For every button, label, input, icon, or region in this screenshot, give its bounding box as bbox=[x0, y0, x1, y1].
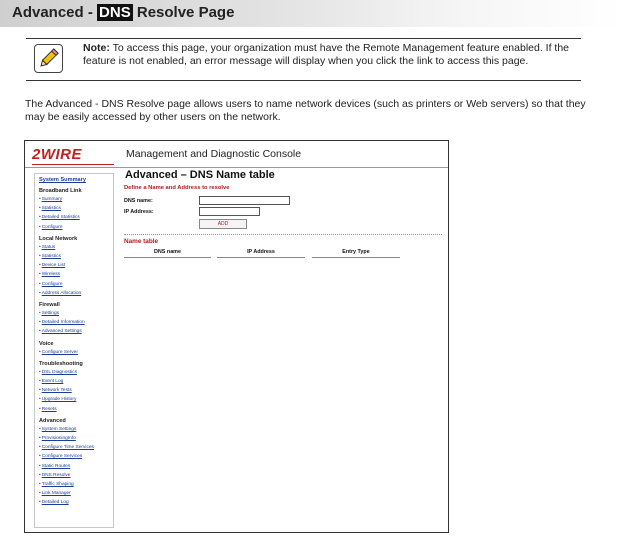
brand-logo: 2WIRE bbox=[32, 146, 83, 163]
sidebar-link[interactable]: • System Settings bbox=[39, 425, 109, 434]
dns-name-input[interactable] bbox=[199, 196, 290, 205]
sidebar-section-title: Local Network bbox=[39, 235, 78, 242]
sidebar-link[interactable]: • Upgrade History bbox=[39, 395, 109, 404]
sidebar-link[interactable]: • Statistics bbox=[39, 204, 109, 213]
logo-underline bbox=[32, 164, 114, 165]
sidebar-section-title: Voice bbox=[39, 340, 54, 347]
sidebar-link[interactable]: • DNS Resolve bbox=[39, 471, 109, 480]
sidebar-link[interactable]: • Settings bbox=[39, 309, 109, 318]
sidebar-top-link[interactable]: System Summary bbox=[39, 177, 86, 183]
sidebar-link[interactable]: • DSL Diagnostics bbox=[39, 368, 109, 377]
note-box bbox=[26, 38, 581, 81]
sidebar-link[interactable]: • Event Log bbox=[39, 377, 109, 386]
column-header-ip-address: IP Address bbox=[247, 249, 275, 255]
note-text bbox=[83, 42, 576, 67]
column-header-dns-name: DNS name bbox=[154, 249, 181, 255]
sidebar-link[interactable]: • Wireless bbox=[39, 270, 109, 279]
page-title bbox=[12, 4, 234, 21]
column-underline bbox=[217, 257, 305, 258]
sidebar-section bbox=[39, 341, 109, 357]
sidebar-nav bbox=[34, 173, 114, 528]
sidebar-link[interactable]: • Address Allocation bbox=[39, 289, 109, 298]
sidebar-link[interactable]: • Summary bbox=[39, 195, 109, 204]
ip-address-label: IP Address: bbox=[124, 209, 154, 215]
doc-header-bar bbox=[0, 0, 623, 27]
content-title: Advanced – DNS Name table bbox=[125, 169, 275, 181]
sidebar-link[interactable]: • Status bbox=[39, 243, 109, 252]
sidebar-link[interactable]: • Configure Server bbox=[39, 348, 109, 357]
sidebar-link[interactable]: • Configure bbox=[39, 223, 109, 232]
sidebar-link[interactable]: • Traffic Shaping bbox=[39, 480, 109, 489]
title-prefix: Advanced - bbox=[12, 4, 98, 21]
sidebar-link[interactable]: • Configure Services bbox=[39, 452, 109, 461]
sidebar-section bbox=[39, 361, 109, 414]
define-heading: Define a Name and Address to resolve bbox=[124, 185, 230, 191]
sidebar-section-title: Troubleshooting bbox=[39, 360, 83, 367]
sidebar-link[interactable]: • ProvisioningInfo bbox=[39, 434, 109, 443]
section-divider bbox=[124, 234, 442, 235]
sidebar-link[interactable]: • Link Manager bbox=[39, 489, 109, 498]
sidebar-link[interactable]: • Statistics bbox=[39, 252, 109, 261]
sidebar-section bbox=[39, 188, 109, 232]
sidebar-section-title: Firewall bbox=[39, 302, 60, 309]
sidebar-link[interactable]: • Resets bbox=[39, 405, 109, 414]
sidebar-section-title: Broadband Link bbox=[39, 188, 82, 194]
sidebar-link[interactable]: • Advanced Settings bbox=[39, 327, 109, 336]
header-divider bbox=[25, 167, 448, 168]
sidebar-section bbox=[39, 236, 109, 298]
ip-address-input[interactable] bbox=[199, 207, 260, 216]
description-paragraph: The Advanced - DNS Resolve page allows users to name network devices (such as printers or Web servers) so that they may be easily accessed by other users on the network. bbox=[25, 98, 586, 123]
sidebar-link[interactable]: • Detailed Log bbox=[39, 498, 109, 507]
sidebar-section bbox=[39, 302, 109, 337]
name-table-title: Name table bbox=[124, 238, 159, 245]
sidebar-section-title: Advanced bbox=[39, 417, 66, 424]
sidebar-section bbox=[39, 418, 109, 508]
column-underline bbox=[124, 257, 211, 258]
note-label: Note: bbox=[83, 42, 110, 54]
dns-name-label: DNS name: bbox=[124, 198, 153, 204]
sidebar-link[interactable]: • Device List bbox=[39, 261, 109, 270]
add-button[interactable]: ADD bbox=[199, 219, 247, 229]
title-suffix: Resolve Page bbox=[132, 4, 235, 21]
column-underline bbox=[312, 257, 400, 258]
sidebar-link[interactable]: • Configure bbox=[39, 280, 109, 289]
pencil-icon bbox=[34, 44, 63, 73]
sidebar-link[interactable]: • Configure Time Services bbox=[39, 443, 109, 452]
note-body: To access this page, your organization must have the Remote Management feature enabled. If the feature is not enabled, an error message will display when you click the link to access this page. bbox=[83, 42, 570, 67]
sidebar-link[interactable]: • Network Tests bbox=[39, 386, 109, 395]
console-title: Management and Diagnostic Console bbox=[126, 148, 302, 160]
sidebar-link[interactable]: • Static Routes bbox=[39, 462, 109, 471]
column-header-entry-type: Entry Type bbox=[342, 249, 370, 255]
sidebar-link[interactable]: • Detailed Information bbox=[39, 318, 109, 327]
title-highlight: DNS bbox=[99, 4, 131, 21]
console-screenshot bbox=[24, 140, 449, 533]
sidebar-link[interactable]: • Detailed Statistics bbox=[39, 213, 109, 222]
